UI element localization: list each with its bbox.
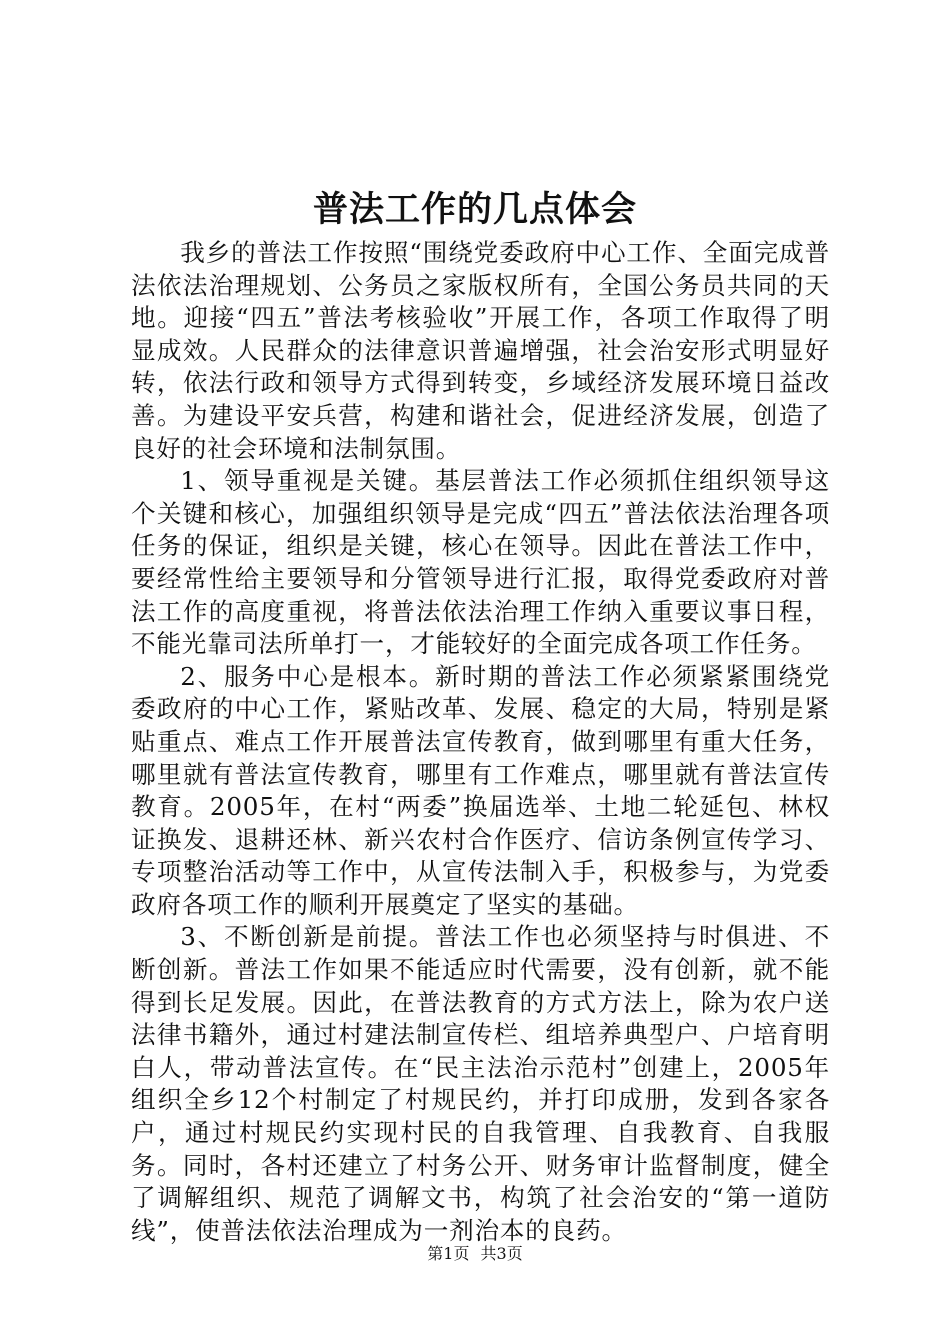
- paragraph-point-3: 3、不断创新是前提。普法工作也必须坚持与时俱进、不断创新。普法工作如果不能适应时代需要，没有创新，就不能得到长足发展。因此，在普法教育的方式方法上，除为农户送法律书籍外，通过村建法制宣传栏、组培养典型户、户培育明白人，带动普法宣传。在“民主法治示范村”创建上，2005年组织全乡12个村制定了村规民约，并打印成册，发到各家各户，通过村规民约实现村民的自我管理、自我教育、自我服务。同时，各村还建立了村务公开、财务审计监督制度，健全了调解组织、规范了调解文书，构筑了社会治安的“第一道防线”，使普法依法治理成为一剂治本的良药。: [131, 922, 830, 1245]
- paragraph-intro: 我乡的普法工作按照“围绕党委政府中心工作、全面完成普法依法治理规划、公务员之家版权所有，全国公务员共同的天地。迎接“四五”普法考核验收”开展工作，各项工作取得了明显成效。人民群众的法律意识普遍增强，社会治安形式明显好转，依法行政和领导方式得到转变，乡域经济发展环境日益改善。为建设平安兵营，构建和谐社会，促进经济发展，创造了良好的社会环境和法制氛围。: [131, 238, 830, 463]
- total-page-count: 共3页: [480, 1244, 523, 1263]
- page-footer: [0, 1243, 950, 1265]
- document-title: 普法工作的几点体会: [312, 190, 637, 230]
- document-body: [131, 237, 830, 1247]
- paragraph-point-1: 1、领导重视是关键。基层普法工作必须抓住组织领导这个关键和核心，加强组织领导是完成“四五”普法依法治理各项任务的保证，组织是关键，核心在领导。因此在普法工作中，要经常性给主要领导和分管领导进行汇报，取得党委政府对普法工作的高度重视，将普法依法治理工作纳入重要议事日程，不能光靠司法所单打一，才能较好的全面完成各项工作任务。: [131, 466, 830, 659]
- current-page-number: 第1页: [427, 1244, 470, 1263]
- paragraph-point-2: 2、服务中心是根本。新时期的普法工作必须紧紧围绕党委政府的中心工作，紧贴改革、发展、稳定的大局，特别是紧贴重点、难点工作开展普法宣传教育，做到哪里有重大任务，哪里就有普法宣传教育，哪里有工作难点，哪里就有普法宣传教育。2005年，在村“两委”换届选举、土地二轮延包、林权证换发、退耕还林、新兴农村合作医疗、信访条例宣传学习、专项整治活动等工作中，从宣传法制入手，积极参与，为党委政府各项工作的顺利开展奠定了坚实的基础。: [131, 661, 830, 919]
